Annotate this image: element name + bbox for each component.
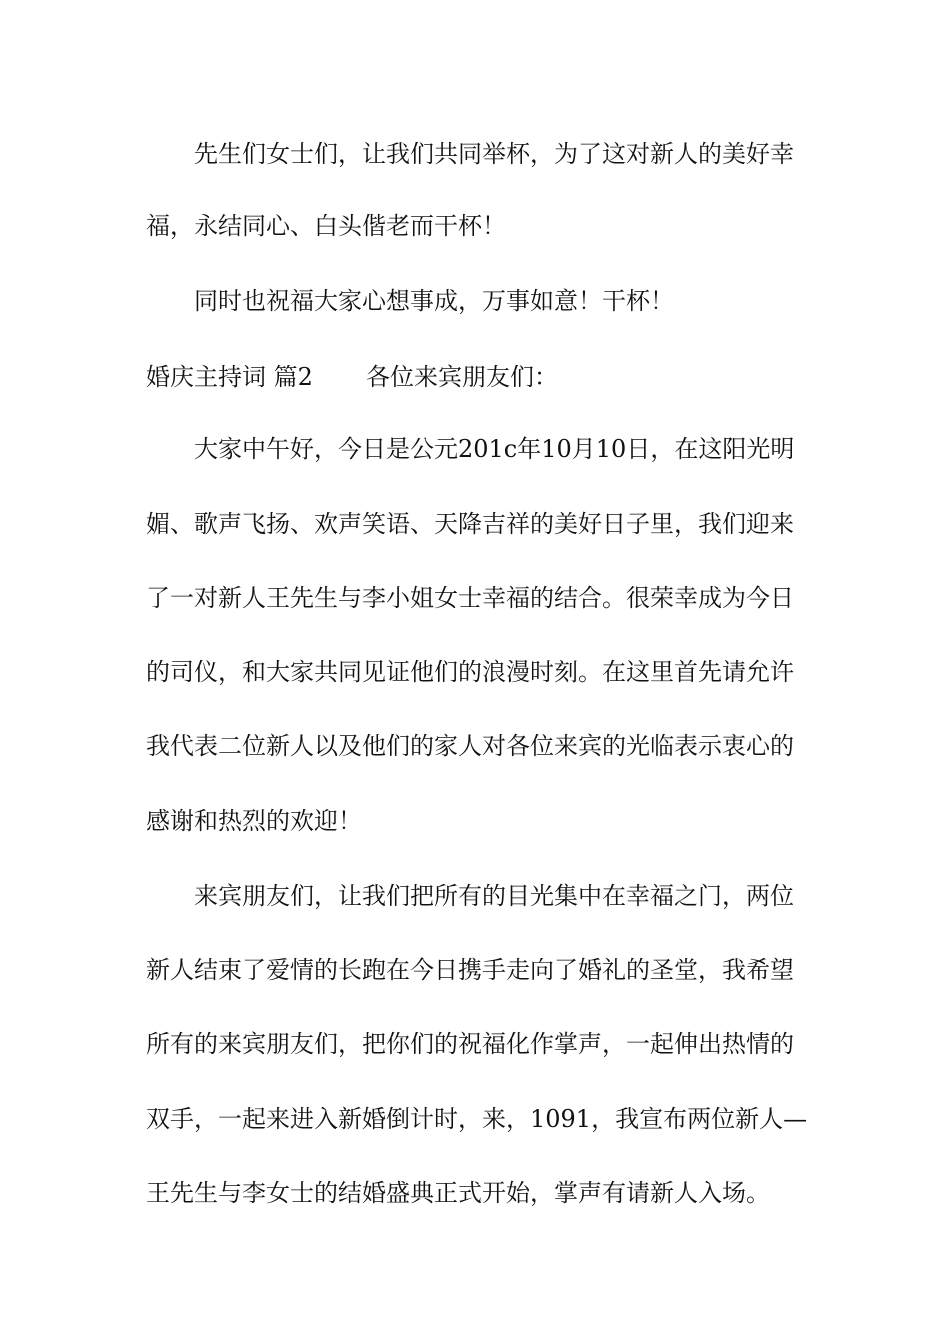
section-greeting: 各位来宾朋友们： (366, 363, 558, 391)
paragraph-ceremony-line-4: 双手，一起来进入新婚倒计时，来，1091，我宣布两位新人— (146, 1105, 808, 1133)
paragraph-toast-line-2: 福，永结同心、白头偕老而干杯！ (146, 212, 506, 240)
paragraph-opening-line-3: 了一对新人王先生与李小姐女士幸福的结合。很荣幸成为今日 (146, 584, 794, 612)
section-heading (146, 361, 816, 393)
section-title: 婚庆主持词 篇2 (146, 363, 313, 391)
paragraph-opening-line-2: 媚、歌声飞扬、欢声笑语、天降吉祥的美好日子里，我们迎来 (146, 510, 794, 538)
paragraph-opening-line-1: 大家中午好，今日是公元201c年10月10日，在这阳光明 (194, 435, 795, 463)
paragraph-opening-line-4: 的司仪，和大家共同见证他们的浪漫时刻。在这里首先请允许 (146, 658, 794, 686)
paragraph-ceremony-line-3: 所有的来宾朋友们，把你们的祝福化作掌声，一起伸出热情的 (146, 1030, 794, 1058)
paragraph-ceremony-line-1: 来宾朋友们，让我们把所有的目光集中在幸福之门，两位 (194, 882, 794, 910)
paragraph-opening-line-6: 感谢和热烈的欢迎！ (146, 807, 362, 835)
paragraph-toast-line-1: 先生们女士们，让我们共同举杯，为了这对新人的美好幸 (194, 140, 794, 168)
paragraph-wish-line-1: 同时也祝福大家心想事成，万事如意！干杯！ (194, 287, 674, 315)
paragraph-opening-line-5: 我代表二位新人以及他们的家人对各位来宾的光临表示衷心的 (146, 732, 794, 760)
paragraph-ceremony-line-5: 王先生与李女士的结婚盛典正式开始，掌声有请新人入场。 (146, 1179, 770, 1207)
paragraph-ceremony-line-2: 新人结束了爱情的长跑在今日携手走向了婚礼的圣堂，我希望 (146, 956, 794, 984)
